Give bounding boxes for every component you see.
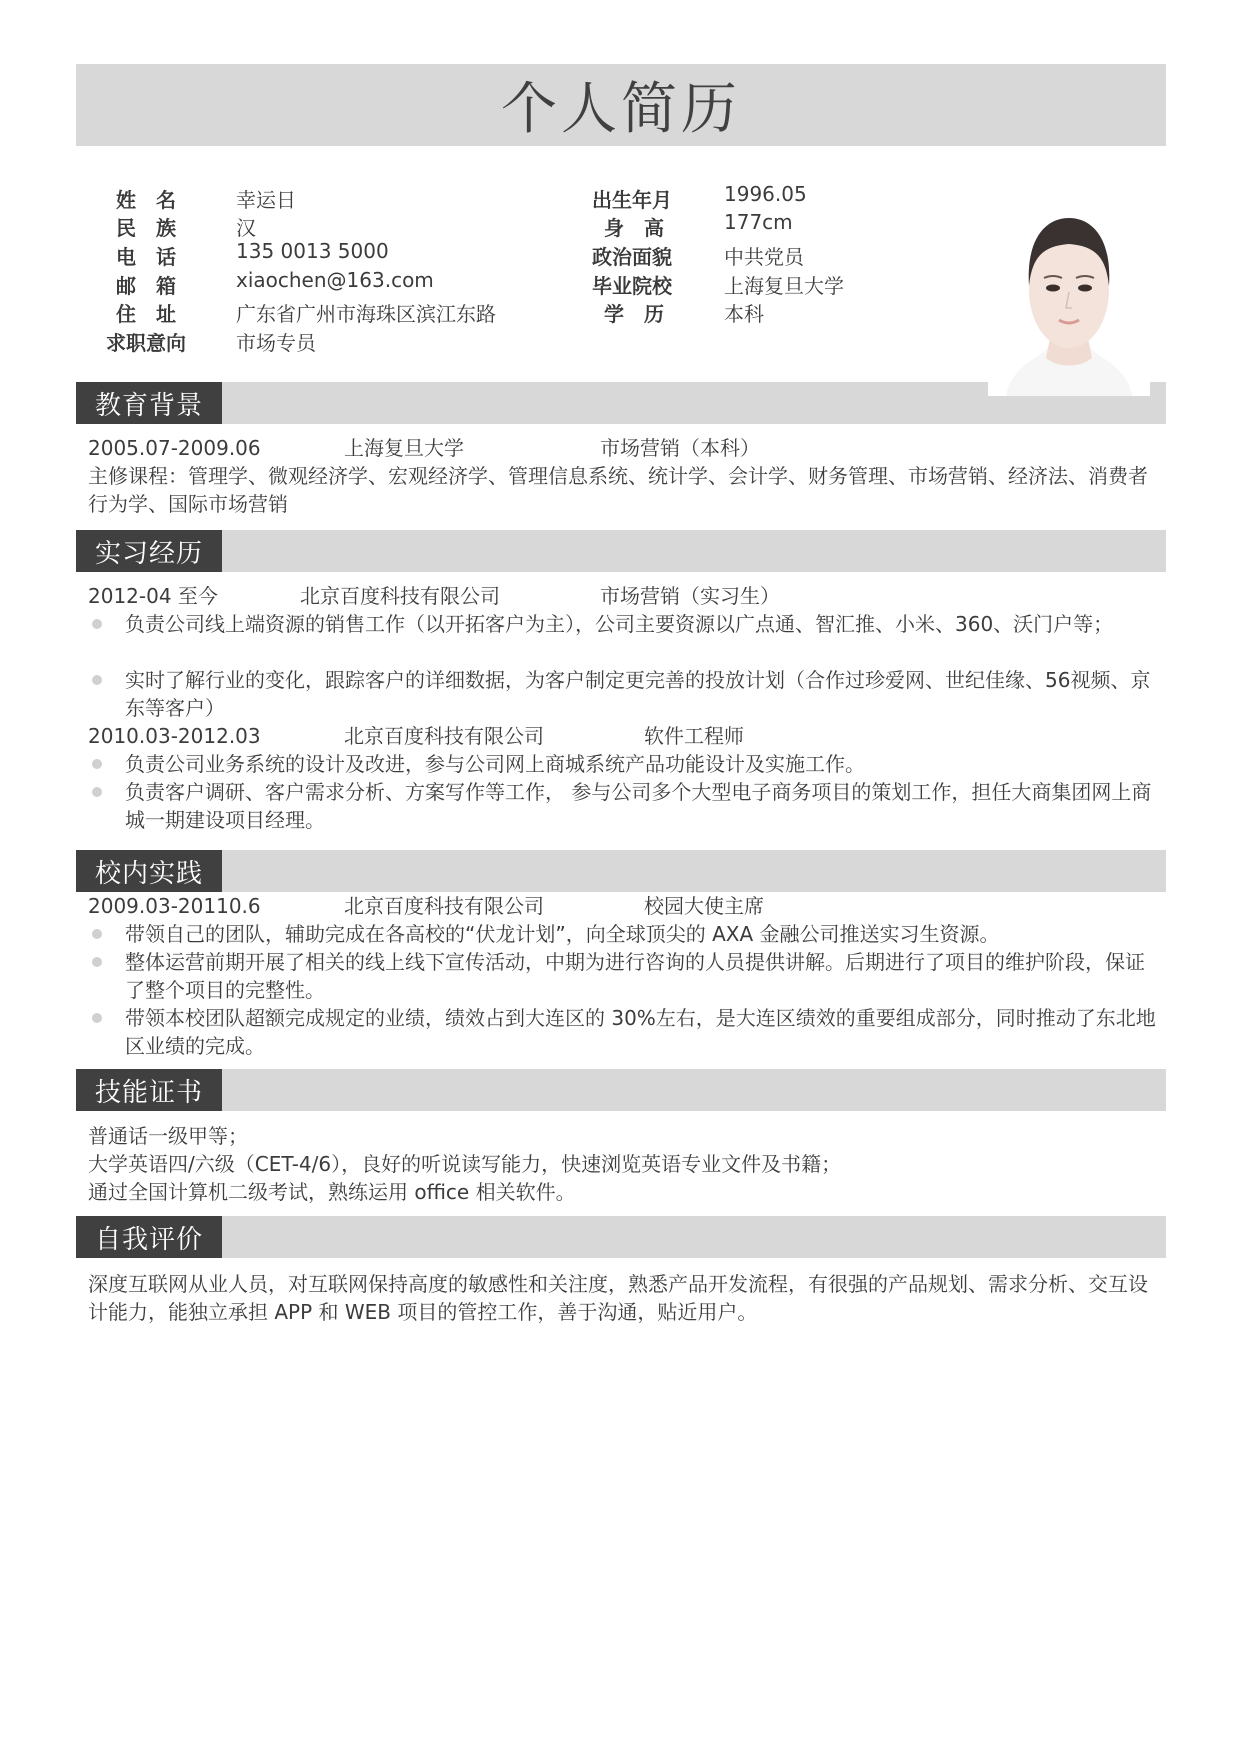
skill-line-1: 普通话一级甲等； <box>88 1124 248 1148</box>
value-political: 中共党员 <box>724 245 804 269</box>
bullet-icon <box>92 619 102 629</box>
label-birth: 出生年月 <box>592 188 672 212</box>
bullet-icon <box>92 929 102 939</box>
value-name: 幸运日 <box>236 188 296 212</box>
value-address: 广东省广州市海珠区滨江东路 <box>236 302 496 326</box>
value-email: xiaochen@163.com <box>236 268 434 292</box>
label-height: 身 高 <box>604 216 664 240</box>
internship-2-role: 软件工程师 <box>644 724 744 748</box>
resume-title-bar <box>76 64 1166 146</box>
campus-period: 2009.03-20110.6 <box>88 894 261 918</box>
skill-line-3: 通过全国计算机二级考试，熟练运用 office 相关软件。 <box>88 1180 576 1204</box>
section-title-self-eval: 自我评价 <box>76 1216 222 1258</box>
label-ethnicity: 民 族 <box>116 216 176 240</box>
value-degree: 本科 <box>724 302 764 326</box>
section-bar-skills <box>76 1069 1166 1111</box>
internship-2-period: 2010.03-2012.03 <box>88 724 261 748</box>
section-bar-self-eval <box>76 1216 1166 1258</box>
value-ethnicity: 汉 <box>236 216 256 240</box>
label-school: 毕业院校 <box>592 274 672 298</box>
education-period: 2005.07-2009.06 <box>88 436 261 460</box>
section-title-education: 教育背景 <box>76 382 222 424</box>
section-title-internship: 实习经历 <box>76 530 222 572</box>
label-name: 姓 名 <box>116 188 176 212</box>
portrait-icon <box>988 208 1150 396</box>
internship-2-company: 北京百度科技有限公司 <box>344 724 544 748</box>
section-title-campus: 校内实践 <box>76 850 222 892</box>
internship-1-role: 市场营销（实习生） <box>600 584 780 608</box>
section-bar-internship <box>76 530 1166 572</box>
section-bar-campus <box>76 850 1166 892</box>
value-birth: 1996.05 <box>724 182 807 206</box>
bullet-icon <box>92 957 102 967</box>
education-school: 上海复旦大学 <box>344 436 464 460</box>
label-address: 住 址 <box>116 302 176 326</box>
bullet-icon <box>92 759 102 769</box>
value-job-intention: 市场专员 <box>236 331 316 355</box>
value-school: 上海复旦大学 <box>724 274 844 298</box>
bullet-icon <box>92 787 102 797</box>
bullet-icon <box>92 675 102 685</box>
label-job-intention: 求职意向 <box>106 331 186 355</box>
label-political: 政治面貌 <box>592 245 672 269</box>
education-courses: 主修课程：管理学、微观经济学、宏观经济学、管理信息系统、统计学、会计学、财务管理、市场营销、经济法、消费者行为学、国际市场营销 <box>88 464 1148 516</box>
bullet-icon <box>92 1013 102 1023</box>
label-degree: 学 历 <box>604 302 664 326</box>
skill-line-2: 大学英语四/六级（CET-4/6），良好的听说读写能力，快速浏览英语专业文件及书籍； <box>88 1152 842 1176</box>
campus-company: 北京百度科技有限公司 <box>344 894 544 918</box>
label-phone: 电 话 <box>116 245 176 269</box>
page-title: 个人简历 <box>501 77 741 142</box>
section-title-skills: 技能证书 <box>76 1069 222 1111</box>
campus-role: 校园大使主席 <box>644 894 764 918</box>
self-eval-text: 深度互联网从业人员，对互联网保持高度的敏感性和关注度，熟悉产品开发流程，有很强的产品规划、需求分析、交互设计能力，能独立承担 APP 和 WEB 项目的管控工作，善于沟通，贴近用户。 <box>88 1272 1148 1324</box>
value-phone: 135 0013 5000 <box>236 239 389 263</box>
education-major: 市场营销（本科） <box>600 436 760 460</box>
internship-1-period: 2012-04 至今 <box>88 584 218 608</box>
portrait-photo <box>988 208 1150 396</box>
internship-1-company: 北京百度科技有限公司 <box>300 584 500 608</box>
label-email: 邮 箱 <box>116 274 176 298</box>
value-height: 177cm <box>724 210 793 234</box>
